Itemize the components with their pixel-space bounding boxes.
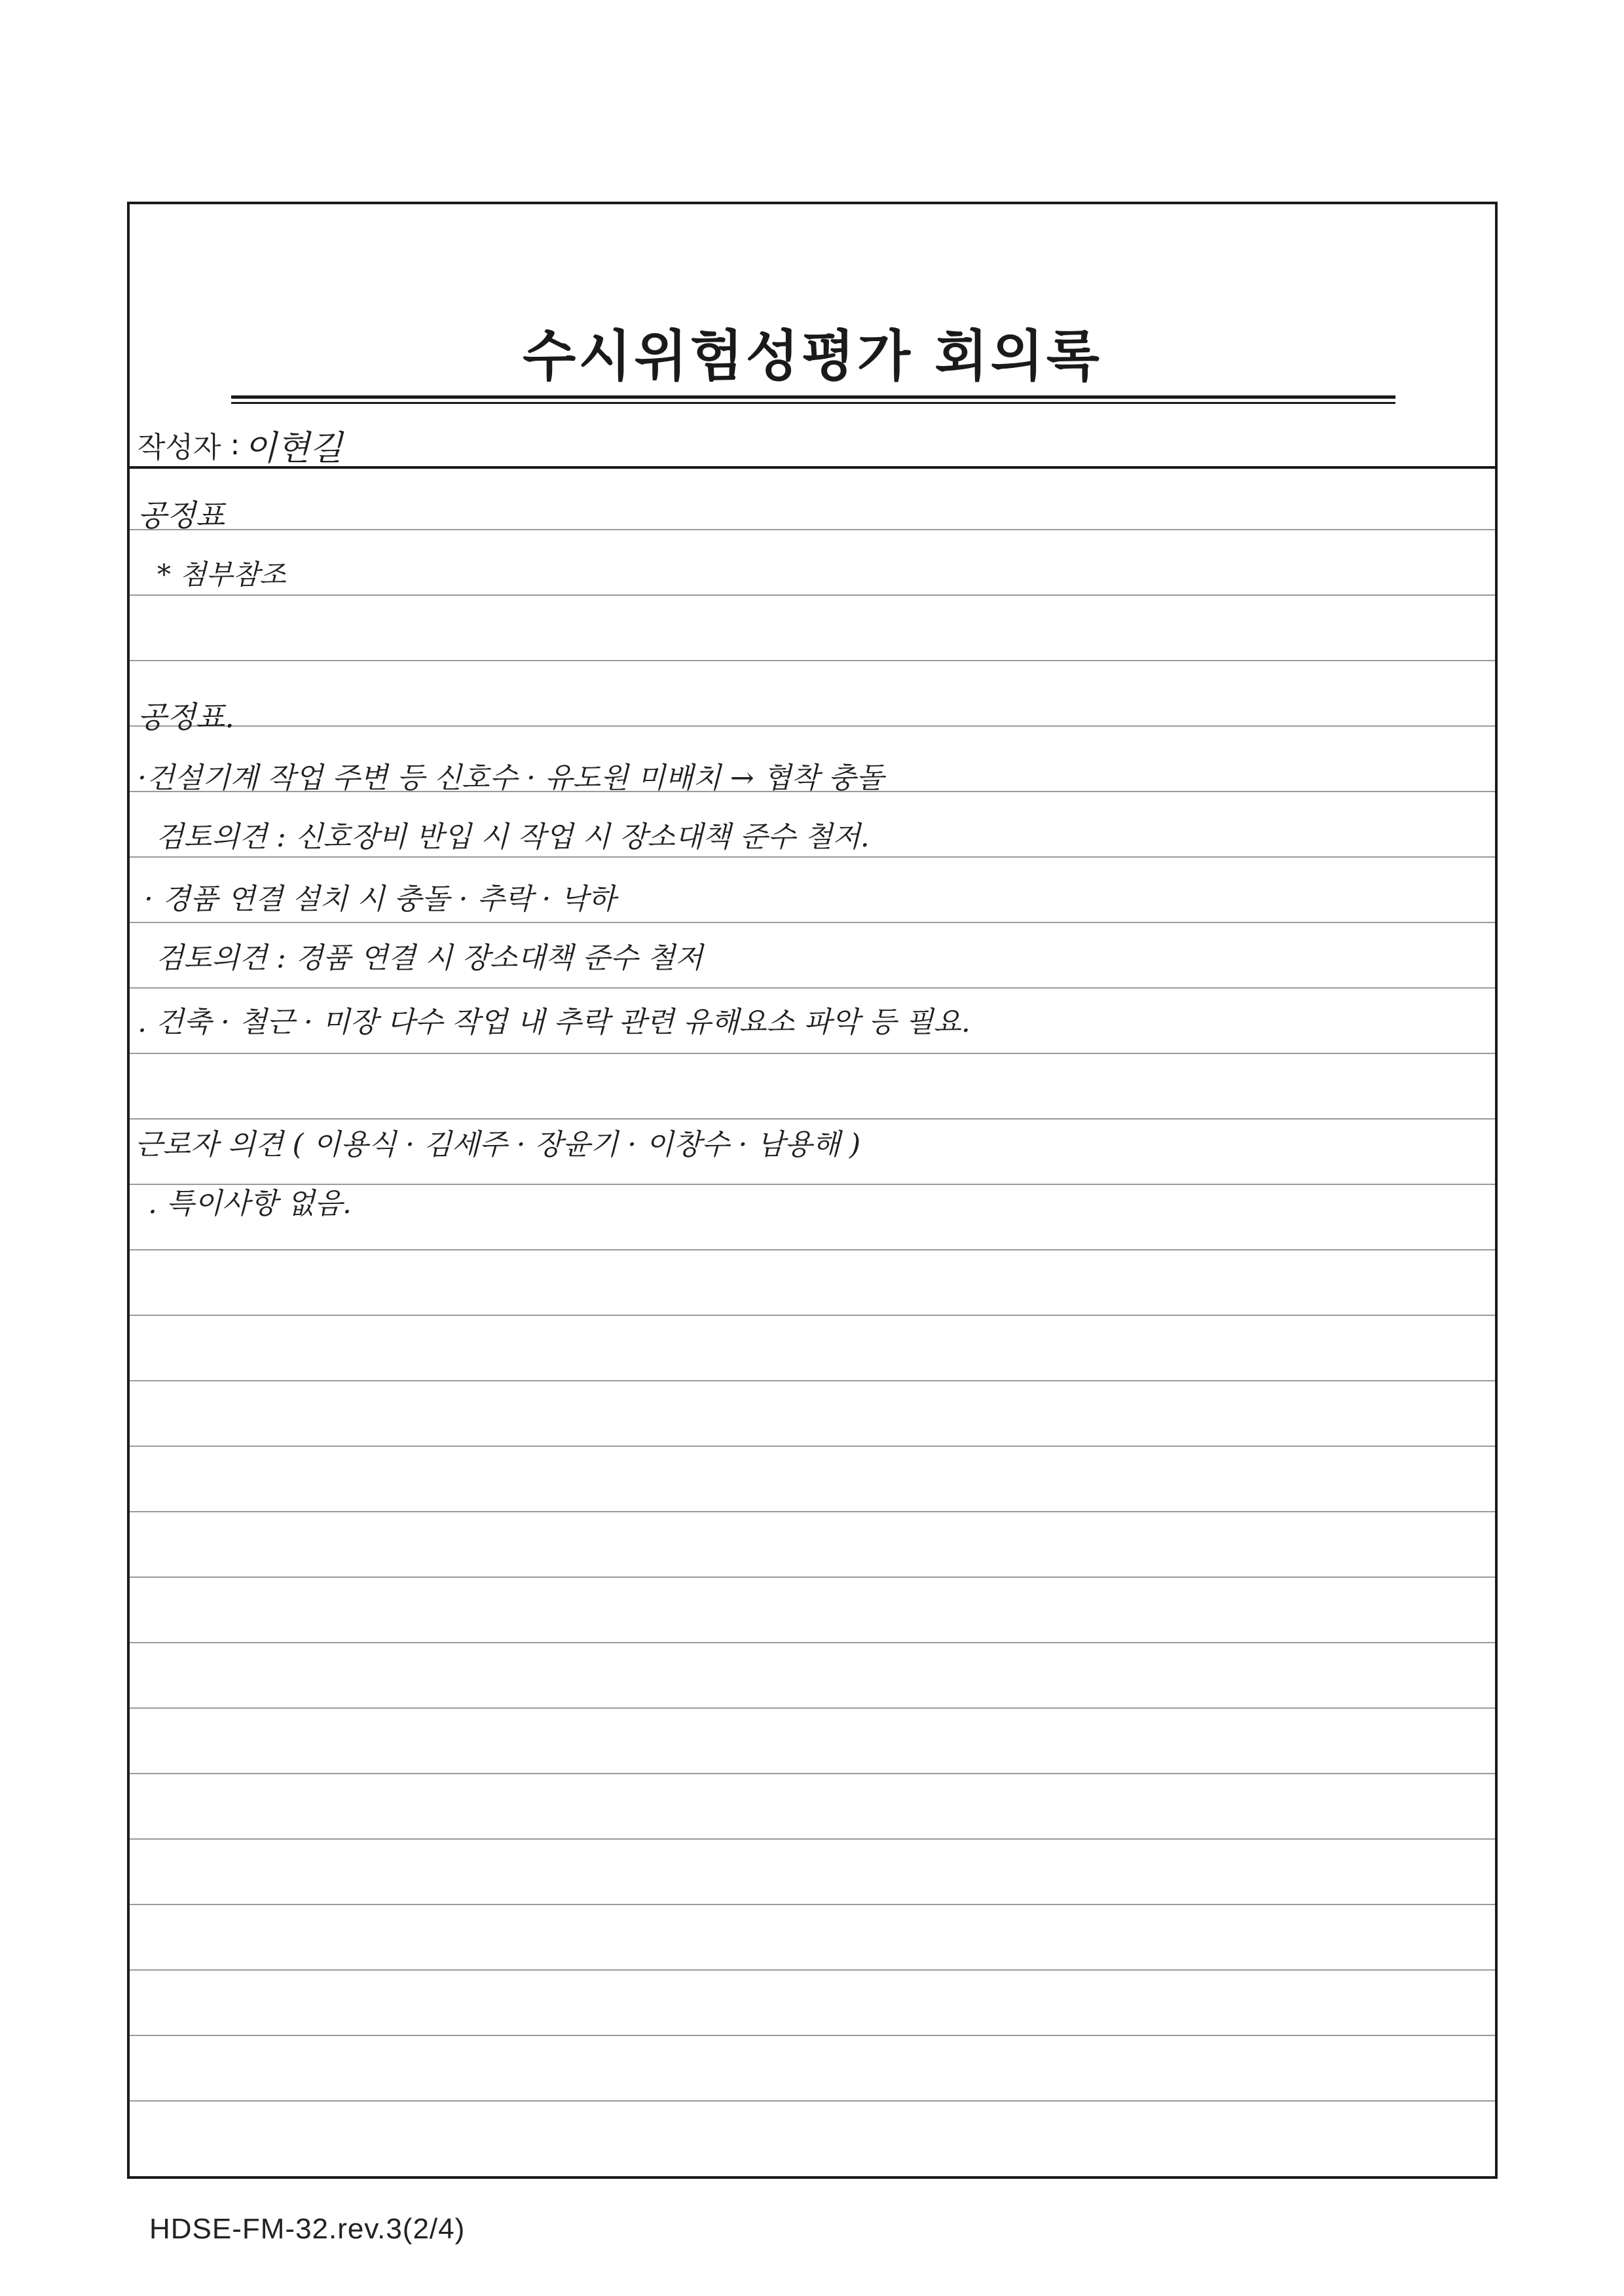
- author-name: 이현길: [244, 428, 343, 468]
- form-code: HDSE-FM-32.rev.3(2/4): [149, 2213, 466, 2245]
- handwritten-line: · 경품 연결 설치 시 충돌 · 추락 · 낙하: [144, 883, 616, 916]
- handwritten-line: 공정표: [138, 498, 225, 533]
- handwritten-line: 공정표.: [138, 699, 234, 735]
- author-colon: :: [230, 428, 240, 462]
- handwritten-line: 검토의견 : 경품 연결 시 장소대책 준수 철저: [156, 941, 703, 975]
- title-underline: [231, 395, 1395, 399]
- form-frame: [127, 202, 1498, 2179]
- handwritten-line: 근로자 의견 ( 이용식 · 김세주 · 장윤기 · 이창수 · 남용해 ): [135, 1128, 861, 1161]
- handwritten-line: 검토의견 : 신호장비 반입 시 작업 시 장소대책 준수 철저.: [156, 820, 870, 854]
- author-divider: [130, 466, 1495, 469]
- author-label: 작성자: [138, 431, 221, 464]
- handwritten-line: ·건설기계 작업 주변 등 신호수 · 유도원 미배치 → 협착 충돌: [138, 761, 884, 795]
- document-title: 수시위험성평가 회의록: [523, 324, 1102, 388]
- handwritten-line: * 첨부참조: [157, 558, 286, 591]
- title-underline-thin: [231, 402, 1395, 404]
- handwritten-line: . 특이사항 없음.: [148, 1187, 352, 1220]
- author-row: [138, 422, 342, 467]
- handwritten-line: . 건축 · 철근 · 미장 다수 작업 내 추락 관련 유해요소 파악 등 필요.: [138, 1006, 970, 1039]
